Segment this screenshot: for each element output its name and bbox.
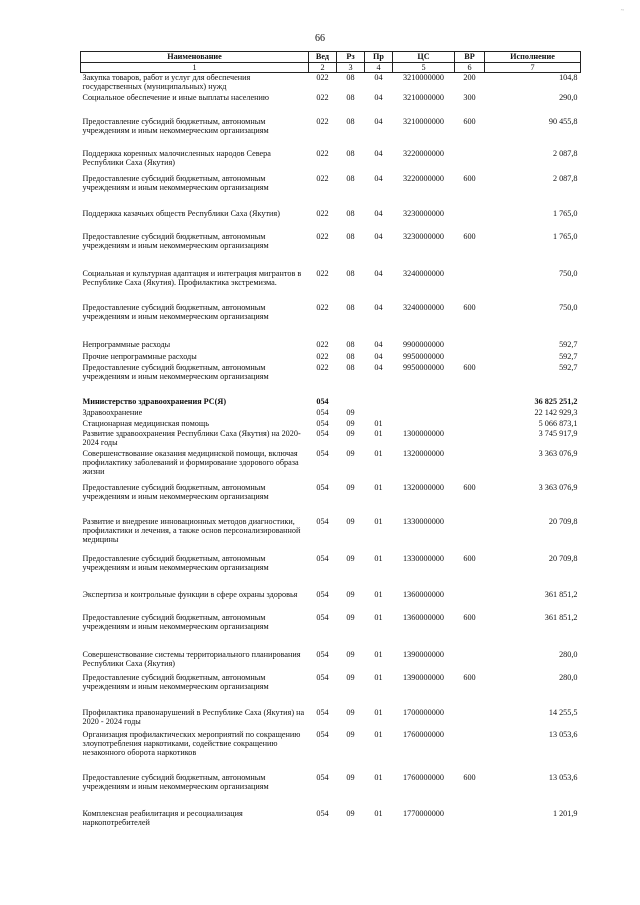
row-vr: 600 [463,231,476,241]
table-row [81,232,581,269]
row-name: Предоставление субсидий бюджетным, автономным учреждениям и иным некоммерческим организациям [82,231,269,250]
header-vr: ВР [455,52,485,63]
row-vr [455,269,485,303]
header-ved: Вед [309,52,337,63]
row-amount: 5 066 873,1 [538,418,578,428]
row-cs: 1770000000 [403,808,444,818]
row-rz: 08 [346,208,355,218]
row-name: Непрограммные расходы [82,339,171,349]
table-row [81,483,581,517]
table-row [81,809,581,831]
column-number-row [81,63,581,73]
page-number: 66 [315,33,325,44]
row-rz: 09 [346,428,355,438]
row-amount: 20 709,8 [548,516,578,526]
table-row [81,730,581,773]
row-cs: 1360000000 [403,612,444,622]
row-name: Развитие и внедрение инновационных методов диагностики, профилактики и лечения, а также основ персонализированной медицины [82,516,301,545]
row-amount: 280,0 [559,649,578,659]
table-row [81,419,581,429]
row-vr [455,708,485,730]
row-pr: 01 [374,672,383,682]
row-pr: 01 [374,448,383,458]
table-row [81,149,581,174]
row-ved: 022 [316,339,329,349]
row-rz: 09 [346,482,355,492]
row-pr: 01 [374,482,383,492]
row-cs: 3230000000 [403,231,444,241]
table-row [81,708,581,730]
row-name: Предоставление субсидий бюджетным, автономным учреждениям и иным некоммерческим организациям [82,612,269,631]
table-row [81,397,581,408]
row-amount: 3 363 076,9 [538,448,578,458]
row-rz [337,397,365,408]
row-pr: 04 [374,302,383,312]
row-vr: 600 [463,672,476,682]
row-ved: 022 [316,231,329,241]
row-ved: 054 [316,553,329,563]
row-amount: 13 053,6 [548,772,578,782]
corner-mark: ~ [620,8,624,14]
row-name: Совершенствование системы территориального планирования Республики Саха (Якутия) [82,649,301,668]
row-vr [455,449,485,483]
row-cs: 9950000000 [403,351,444,361]
row-cs: 1700000000 [403,707,444,717]
row-cs: 3220000000 [403,148,444,158]
table-row [81,590,581,613]
row-vr: 600 [463,482,476,492]
row-rz: 08 [346,73,355,83]
row-name: Предоставление субсидий бюджетным, автономным учреждениям и иным некоммерческим организациям [82,116,269,135]
header-cs: ЦС [393,52,455,63]
row-ved: 054 [316,808,329,818]
row-pr: 01 [374,428,383,438]
row-vr [455,397,485,408]
row-cs: 1390000000 [403,649,444,659]
row-vr [455,730,485,773]
row-vr [455,590,485,613]
row-vr: 300 [463,92,476,102]
row-ved: 054 [316,649,329,659]
header-amount: Исполнение [485,52,581,63]
column-number: 2 [309,63,337,73]
row-name: Прочие непрограммные расходы [82,351,197,361]
header-pr: Пр [365,52,393,63]
row-ved: 022 [316,173,329,183]
row-pr: 04 [374,92,383,102]
row-rz: 09 [346,448,355,458]
row-rz: 09 [346,672,355,682]
table-row [81,363,581,397]
row-pr: 04 [374,351,383,361]
row-name: Социальное обеспечение и иные выплаты населению [82,92,269,102]
row-cs: 1760000000 [403,729,444,739]
row-ved: 022 [316,351,329,361]
row-amount: 2 087,8 [552,148,578,158]
row-vr: 600 [463,302,476,312]
table-header [81,52,581,73]
row-amount: 750,0 [559,268,578,278]
table-row [81,429,581,449]
table-row [81,673,581,708]
row-vr [455,809,485,831]
table-row [81,554,581,590]
table-row [81,449,581,483]
table-row [81,303,581,340]
row-rz: 09 [346,407,355,417]
row-vr [455,352,485,363]
row-name: Поддержка коренных малочисленных народов Севера Республики Саха (Якутия) [82,148,271,167]
row-vr [455,408,485,419]
row-name: Профилактика правонарушений в Республике Саха (Якутия) на 2020 - 2024 годы [82,707,305,726]
row-cs: 1320000000 [403,482,444,492]
row-pr: 01 [374,649,383,659]
row-name: Предоставление субсидий бюджетным, автономным учреждениям и иным некоммерческим организациям [82,553,269,572]
row-ved: 022 [316,208,329,218]
table-row [81,340,581,352]
row-pr: 01 [374,553,383,563]
row-rz: 08 [346,92,355,102]
row-ved: 054 [316,407,329,417]
column-number: 5 [393,63,455,73]
row-cs: 1320000000 [403,448,444,458]
row-vr: 600 [463,362,476,372]
row-cs: 3240000000 [403,268,444,278]
row-ved: 054 [316,428,329,438]
row-ved: 054 [316,448,329,458]
row-amount: 592,7 [559,351,578,361]
row-vr [455,419,485,429]
row-name: Предоставление субсидий бюджетным, автономным учреждениям и иным некоммерческим организациям [82,482,269,501]
row-pr: 01 [374,516,383,526]
row-cs: 1330000000 [403,553,444,563]
row-vr [455,650,485,673]
row-amount: 592,7 [559,339,578,349]
row-rz: 09 [346,516,355,526]
row-ved: 022 [316,116,329,126]
row-ved: 054 [316,772,329,782]
row-ved: 022 [316,73,329,83]
table-body [81,73,581,831]
row-rz: 08 [346,268,355,278]
row-pr: 04 [374,231,383,241]
row-cs: 1760000000 [403,772,444,782]
row-rz: 09 [346,418,355,428]
row-amount: 13 053,6 [548,729,578,739]
row-amount: 290,0 [559,92,578,102]
row-amount: 592,7 [559,362,578,372]
row-name: Предоставление субсидий бюджетным, автономным учреждениям и иным некоммерческим организациям [82,672,269,691]
row-vr [455,149,485,174]
row-pr: 04 [374,339,383,349]
header-rz: Рз [337,52,365,63]
row-vr: 200 [463,73,476,83]
row-pr: 01 [374,589,383,599]
table-row [81,269,581,303]
row-ved: 054 [316,516,329,526]
row-rz: 09 [346,808,355,818]
table-row [81,613,581,650]
row-rz: 09 [346,553,355,563]
table-row [81,773,581,809]
row-amount: 1 765,0 [552,231,578,241]
row-vr: 600 [463,772,476,782]
budget-table [80,51,581,831]
row-name: Предоставление субсидий бюджетным, автономным учреждениям и иным некоммерческим организациям [82,362,269,381]
row-ved: 022 [316,302,329,312]
row-amount: 3 363 076,9 [538,482,578,492]
column-number: 4 [365,63,393,73]
row-ved: 022 [316,362,329,372]
column-number: 3 [337,63,365,73]
row-cs: 3240000000 [403,302,444,312]
column-number: 6 [455,63,485,73]
row-pr: 01 [374,418,383,428]
table-row [81,650,581,673]
header-row [81,52,581,63]
row-amount: 2 087,8 [552,173,578,183]
row-rz: 08 [346,231,355,241]
row-amount: 22 142 929,3 [534,407,578,417]
row-ved: 054 [316,396,329,406]
row-vr [455,429,485,449]
row-cs: 3220000000 [403,173,444,183]
row-vr [455,340,485,352]
row-cs: 9950000000 [403,362,444,372]
row-rz: 08 [346,351,355,361]
row-amount: 1 201,9 [552,808,578,818]
table-row [81,408,581,419]
row-name: Министерство здравоохранения РС(Я) [82,396,227,406]
row-amount: 361 851,2 [544,589,578,599]
row-pr [365,408,393,419]
column-number: 7 [485,63,581,73]
header-name: Наименование [81,52,309,63]
row-vr: 600 [463,173,476,183]
row-name: Предоставление субсидий бюджетным, автономным учреждениям и иным некоммерческим организациям [82,302,269,321]
row-rz: 08 [346,173,355,183]
row-amount: 90 455,8 [548,116,578,126]
row-pr: 01 [374,772,383,782]
row-pr: 04 [374,148,383,158]
row-rz: 08 [346,362,355,372]
row-amount: 750,0 [559,302,578,312]
row-vr [455,517,485,554]
row-vr [455,209,485,232]
row-rz: 08 [346,302,355,312]
row-rz: 09 [346,612,355,622]
row-pr: 01 [374,729,383,739]
row-cs: 1300000000 [403,428,444,438]
table-row [81,73,581,93]
row-name: Предоставление субсидий бюджетным, автономным учреждениям и иным некоммерческим организациям [82,173,269,192]
row-pr: 04 [374,362,383,372]
row-cs: 3230000000 [403,208,444,218]
row-pr: 01 [374,808,383,818]
row-vr: 600 [463,116,476,126]
column-number: 1 [81,63,309,73]
row-cs: 1360000000 [403,589,444,599]
row-cs: 3210000000 [403,116,444,126]
row-cs: 1390000000 [403,672,444,682]
row-name: Совершенствование оказания медицинской помощи, включая профилактику заболеваний и формирование здорового образа жизни [82,448,299,477]
row-pr: 04 [374,73,383,83]
row-ved: 054 [316,729,329,739]
row-ved: 022 [316,148,329,158]
table-row [81,209,581,232]
row-pr: 04 [374,268,383,278]
row-name: Предоставление субсидий бюджетным, автономным учреждениям и иным некоммерческим организациям [82,772,269,791]
row-rz: 09 [346,772,355,782]
table-row [81,117,581,149]
row-pr: 01 [374,612,383,622]
row-amount: 104,8 [559,73,578,83]
row-amount: 361 851,2 [544,612,578,622]
row-rz: 09 [346,589,355,599]
row-amount: 20 709,8 [548,553,578,563]
row-ved: 054 [316,612,329,622]
row-ved: 022 [316,92,329,102]
row-cs: 1330000000 [403,516,444,526]
row-pr: 04 [374,173,383,183]
row-ved: 054 [316,482,329,492]
row-amount: 3 745 917,9 [538,428,578,438]
row-ved: 022 [316,268,329,278]
table-row [81,93,581,117]
row-cs: 9900000000 [403,339,444,349]
row-name: Здравоохранение [82,407,143,417]
row-rz: 09 [346,729,355,739]
row-name: Экспертиза и контрольные функции в сфере охраны здоровья [82,589,298,599]
row-amount: 1 765,0 [552,208,578,218]
row-name: Организация профилактических мероприятий по сокращению злоупотребления наркотиками, содействие сокращению незаконного оборота наркотиков [82,729,301,758]
table-row [81,352,581,363]
row-name: Стационарная медицинская помощь [82,418,209,428]
row-pr: 01 [374,707,383,717]
row-cs [393,397,455,408]
row-ved: 054 [316,589,329,599]
row-vr: 600 [463,553,476,563]
row-name: Поддержка казачьих обществ Республики Саха (Якутия) [82,208,280,218]
row-pr: 04 [374,116,383,126]
row-ved: 054 [316,672,329,682]
row-rz: 08 [346,339,355,349]
row-vr: 600 [463,612,476,622]
row-rz: 08 [346,148,355,158]
row-amount: 280,0 [559,672,578,682]
row-name: Комплексная реабилитация и ресоциализация наркопотребителей [82,808,243,827]
row-rz: 09 [346,649,355,659]
row-pr [365,397,393,408]
row-cs: 3210000000 [403,73,444,83]
row-name: Закупка товаров, работ и услуг для обеспечения государственных (муниципальных) нужд [82,73,251,92]
row-name: Развитие здравоохранения Республики Саха (Якутия) на 2020-2024 годы [82,428,301,447]
row-cs [393,408,455,419]
row-pr: 04 [374,208,383,218]
row-cs [393,419,455,429]
row-rz: 08 [346,116,355,126]
row-ved: 054 [316,707,329,717]
row-rz: 09 [346,707,355,717]
row-amount: 36 825 251,2 [534,396,578,406]
row-cs: 3210000000 [403,92,444,102]
row-ved: 054 [316,418,329,428]
row-amount: 14 255,5 [548,707,578,717]
table-row [81,174,581,209]
table-row [81,517,581,554]
row-name: Социальная и культурная адаптация и интеграция мигрантов в Республике Саха (Якутия). Профилактика экстремизма. [82,268,302,287]
